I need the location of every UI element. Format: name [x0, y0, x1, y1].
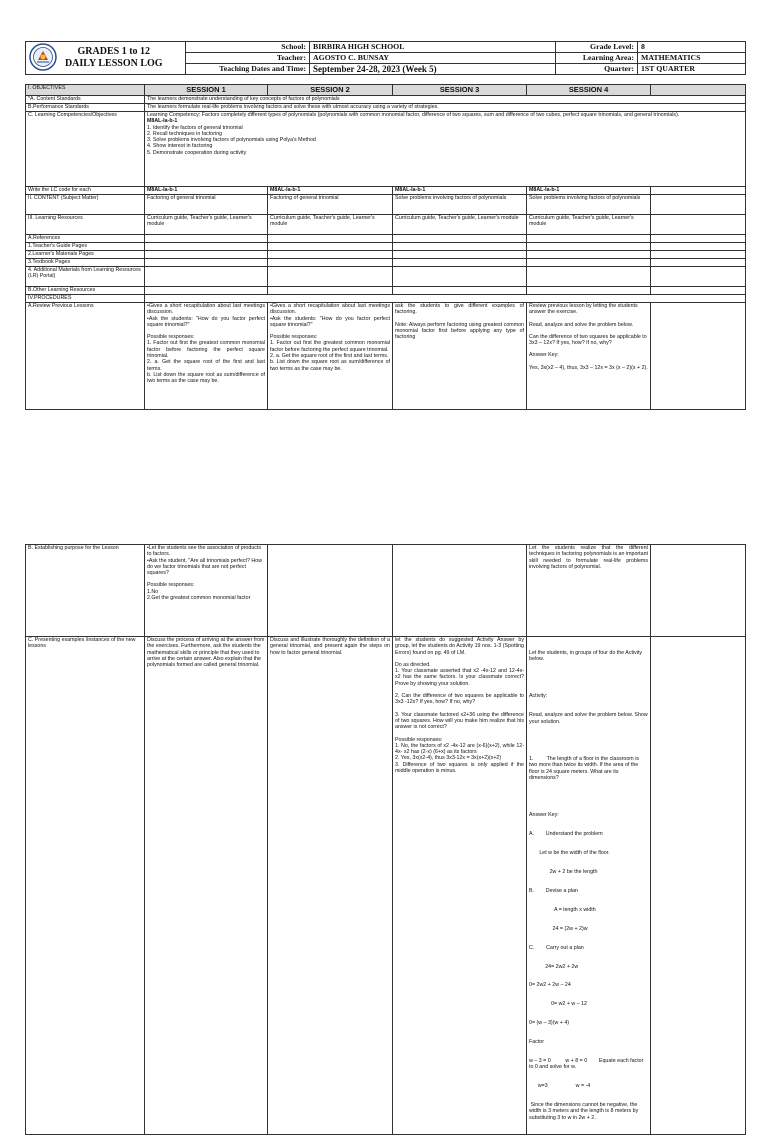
presenting-examples-label: C. Presenting examples /instances of the new lessons: [26, 637, 145, 1135]
empty-cell: [651, 545, 746, 637]
presenting-line: Do as directed.: [395, 661, 431, 668]
quarter-label: Quarter:: [556, 64, 638, 75]
objectives-heading: I. OBJECTIVES: [26, 85, 145, 96]
review-session-2: [268, 303, 393, 410]
grade-level-label: Grade Level:: [556, 42, 638, 53]
content-session-4: Solve problems involving factors of polynomials: [527, 195, 651, 215]
spacer: [529, 737, 648, 743]
presenting-line: 3. Difference of two squares is only applied if the middle operation is minus.: [395, 761, 524, 775]
establishing-purpose-label: B. Establishing purpose for the Lesson: [26, 545, 145, 637]
presenting-line: Let the students, in groups of four do the Activity below.: [529, 649, 644, 662]
empty-cell: [527, 267, 651, 287]
lc-code-label: Write the LC code for each: [26, 187, 145, 195]
review-line: Possible responses:: [270, 334, 318, 341]
presenting-session-4: [527, 637, 651, 1135]
empty-cell: [145, 287, 268, 295]
review-line: •Gives a short recapitulation about last meetings discussion.: [147, 303, 265, 316]
empty-cell: [393, 259, 527, 267]
spacer: [529, 794, 648, 800]
deped-seal-icon: [29, 43, 57, 74]
quarter-value: 1ST QUARTER: [638, 64, 746, 75]
competency-code: M8AL-Ia-b-1: [147, 118, 178, 125]
learning-resources-label: III. Learning Resources: [26, 215, 145, 235]
empty-cell: [268, 251, 393, 259]
learning-area-label: Learning Area:: [556, 53, 638, 64]
empty-cell: [145, 251, 268, 259]
lesson-log-table-continued: [25, 544, 746, 1135]
presenting-line: 1. Your classmate asserted that x2 -4x-12 and 12-4x- x2 has the same factors. Is your classmate correct? Prove by showing your solution.: [395, 668, 524, 687]
review-line: Read, analyze and solve the problem below.: [529, 321, 633, 328]
presenting-line: 2. Yes, 3x(x2-4), thus 3x3-12x = 3x(x+2)(x+2): [395, 755, 502, 762]
empty-cell: [651, 235, 746, 243]
competencies-label: C. Learning Competencies/Objectives: [26, 112, 145, 187]
empty-cell: [393, 545, 527, 637]
session-3-heading: SESSION 3: [393, 85, 527, 96]
review-session-4: [527, 303, 651, 410]
presenting-line: 1. The length of a floor in the classroom is two more than twice its width. If the area of the floor is 24 square meters. What are its dimensions?: [529, 756, 641, 781]
resources-session-4: Curriculum guide, Teacher's guide, Learner's module: [527, 215, 651, 235]
school-label: School:: [186, 42, 310, 53]
empty-cell: [651, 259, 746, 267]
empty-cell: [651, 243, 746, 251]
empty-cell: [145, 267, 268, 287]
empty-cell: [651, 215, 746, 235]
empty-cell: [393, 267, 527, 287]
content-session-3: Solve problems involving factors of polynomials: [393, 195, 527, 215]
empty-cell: [651, 637, 746, 1135]
session-2-heading: SESSION 2: [268, 85, 393, 96]
header-table: [25, 41, 746, 75]
lc-code-session-1: M8AL-Ia-b-1: [145, 187, 268, 195]
purpose-line: Possible responses:: [147, 582, 195, 589]
competency-item: 1. Identify the factors of general trinomial: [147, 124, 243, 131]
empty-cell: [393, 251, 527, 259]
review-line: Possible responses:: [147, 334, 195, 341]
content-standards-label: *A. Content Standards: [26, 96, 145, 104]
review-line: Review previous lesson by letting the students answer the exercise.: [529, 303, 638, 316]
content-label: II. CONTENT (Subject Matter): [26, 195, 145, 215]
review-line: Can the difference of two squares be applicable to 3x3 – 12x? If yes, how? If no, why?: [529, 333, 647, 347]
empty-cell: [145, 243, 268, 251]
review-line: 2. a. Get the square root of the first and last terms.: [147, 359, 265, 372]
presenting-line: A. Understand the problem: [529, 831, 603, 838]
empty-cell: [145, 235, 268, 243]
competencies-cell: [145, 112, 746, 187]
review-line: Yes, 3x(x2 – 4), thus, 3x3 – 12x = 3x (x – 2)(x + 2).: [529, 364, 648, 371]
presenting-line: 0= w2 + w – 12: [529, 1001, 588, 1008]
teaching-dates-value: September 24-28, 2023 (Week 5): [310, 64, 556, 75]
title-line-1: GRADES 1 to 12: [77, 46, 151, 57]
references-label: A.References: [26, 235, 145, 243]
review-session-1: [145, 303, 268, 410]
empty-cell: [527, 235, 651, 243]
review-line: ask the students to give different examples of factoring.: [395, 303, 524, 316]
lc-code-session-3: M8AL-Ia-b-1: [393, 187, 527, 195]
presenting-line: Let w be the width of the floor.: [529, 850, 610, 857]
resources-session-3: Curriculum guide, Teacher's guide, Learner's module: [393, 215, 527, 235]
competency-item: 5. Demonstrate cooperation during activity: [147, 149, 247, 156]
presenting-line: 24 = (2w + 2)w: [529, 925, 588, 932]
learners-materials-label: 2.Learner's Materials Pages: [26, 251, 145, 259]
teaching-dates-label: Teaching Dates and Time:: [186, 64, 310, 75]
resources-session-2: Curriculum guide, Teacher's guide, Learner's module: [268, 215, 393, 235]
document-title: [65, 46, 163, 70]
review-line: b. List down the square root as sum/difference of two terms as the case may be.: [270, 359, 390, 372]
empty-cell: [268, 259, 393, 267]
presenting-line: Since the dimensions cannot be negative, the width is 3 meters and the length is 8 meters by substituting 3 to w in 2w + 2.: [529, 1102, 640, 1121]
procedures-cell: [145, 295, 746, 303]
presenting-line: 24= 2w2 + 2w: [529, 963, 579, 970]
review-line: 1. Factor out first the greatest common monomial factor before factoring the perfect square trinomial.: [147, 340, 265, 360]
empty-cell: [651, 287, 746, 295]
empty-heading-cell: [651, 85, 746, 96]
presenting-line: let the students do suggested Activity Answer by group, let the students do Activity 19 nos. 1-3 (Spotting Errors) found on pg. 49 of LM.: [395, 637, 524, 656]
empty-cell: [145, 259, 268, 267]
purpose-line: 1.No: [147, 588, 159, 595]
lc-code-session-4: M8AL-Ia-b-1: [527, 187, 651, 195]
empty-cell: [393, 243, 527, 251]
empty-cell: [651, 267, 746, 287]
resources-session-1: Curriculum guide, Teacher's guide, Learner's module: [145, 215, 268, 235]
presenting-line: 2. Can the difference of two squares be applicable to 3x3 -12x? If yes, how? If no, why?: [395, 693, 524, 706]
empty-cell: [527, 251, 651, 259]
presenting-line: w=3 w = -4: [529, 1083, 591, 1090]
review-line: •Ask the students: "How do you factor perfect square trinomial?": [147, 315, 265, 328]
lc-code-session-2: M8AL-Ia-b-1: [268, 187, 393, 195]
procedures-label: IV.PROCEDURES: [26, 295, 145, 303]
presenting-line: 0= 2w2 + 2w – 24: [529, 982, 571, 989]
other-resources-label: B.Other Learning Resources: [26, 287, 145, 295]
review-line: •Ask the students: "How do you factor perfect square trinomial?": [270, 315, 390, 328]
review-line: 1. Factor out first the greatest common monomial factor before factoring the perfect square trinomial.: [270, 340, 390, 353]
empty-cell: [268, 545, 393, 637]
additional-materials-label: 4. Additional Materials from Learning Resources (LR) Portal): [26, 267, 145, 287]
lesson-log-table: [25, 84, 746, 410]
presenting-session-3: [393, 637, 527, 1135]
empty-cell: [268, 235, 393, 243]
teacher-label: Teacher:: [186, 53, 310, 64]
review-session-3: [393, 303, 527, 410]
review-line: Answer Key:: [529, 352, 559, 359]
title-line-2: DAILY LESSON LOG: [64, 58, 163, 69]
empty-cell: [393, 235, 527, 243]
presenting-line: Activity:: [529, 693, 548, 700]
grade-level-value: 8: [638, 42, 746, 53]
school-value: BIRBIRA HIGH SCHOOL: [310, 42, 556, 53]
empty-cell: [651, 251, 746, 259]
presenting-line: C. Carry out a plan: [529, 944, 584, 951]
purpose-line: •Ask the student, "Are all trinomials perfect? How do we factor trinomials that are not perfect squares?: [147, 557, 263, 577]
review-line: •Gives a short recapitulation about last meetings discussion.: [270, 303, 390, 316]
purpose-line: 2.Get the greatest common monomial factor: [147, 595, 251, 602]
review-line: b. List down the square root as sum/difference of two terms as the case may be.: [147, 371, 265, 385]
review-line: 2. a. Get the square root of the first and last terms.: [270, 353, 389, 360]
empty-cell: [651, 303, 746, 410]
empty-cell: [393, 287, 527, 295]
presenting-line: Read, analyze and solve the problem below. Show your solution.: [529, 712, 650, 725]
review-line: Note: Always perform factoring using greatest common monomial factor first before applying any type of factoring: [395, 321, 524, 341]
presenting-line: 0= (w – 3)(w + 4): [529, 1020, 570, 1027]
presenting-line: B. Devise a plan: [529, 887, 578, 894]
content-session-2: Factoring of general trinomial: [268, 195, 393, 215]
teacher-value: AGOSTO C. BUNSAY: [310, 53, 556, 64]
empty-cell: [527, 243, 651, 251]
presenting-line: w – 3 = 0 w + 8 = 0 Equate each factor to 0 and solve for w.: [529, 1058, 645, 1071]
empty-cell: [527, 259, 651, 267]
competency-item: 4. Show interest in factoring: [147, 143, 213, 150]
teachers-guide-label: 1.Teacher's Guide Pages: [26, 243, 145, 251]
competency-item: 3. Solve problems involving factors of polynomials using Polya's Method: [147, 137, 316, 144]
performance-standards-text: The learners formulate real-life problems involving factors and solve these with utmost accuracy using a variety of strategies.: [145, 104, 746, 112]
content-session-1: Factoring of general trinomial: [145, 195, 268, 215]
presenting-line: 2w + 2 be the length: [529, 869, 598, 876]
competency-item: 2. Recall techniques in factoring: [147, 130, 223, 137]
textbook-pages-label: 3.Textbook Pages: [26, 259, 145, 267]
presenting-session-2: Discuss and illustrate thoroughly the definition of a general trinomial, and present again the steps on how to factor general trinomial.: [268, 637, 393, 1135]
review-label: A.Review Previous Lessons: [26, 303, 145, 410]
presenting-line: Possible responses:: [395, 736, 443, 743]
presenting-session-1: Discuss the process of arriving at the answer from the exercises. Furthermore, ask the students the mathematical skills or principle that they used to arrive at the certain answer. Also explain that the polynomials formed are called general trinomial.: [145, 637, 268, 1135]
content-standards-text: The learners demonstrate understanding of key concepts of factors of polynomials: [145, 96, 746, 104]
presenting-line: 1. No, the factors of x2 -4x-12 are (x-6)(x+2), while 12-4x- x2 has (2-x) (6+x) as its factors: [395, 742, 524, 756]
empty-cell: [651, 195, 746, 215]
empty-cell: [268, 287, 393, 295]
empty-cell: [268, 243, 393, 251]
presenting-line: Factor: [529, 1039, 545, 1046]
purpose-session-1: [145, 545, 268, 637]
presenting-line: Answer Key:: [529, 812, 559, 819]
session-4-heading: SESSION 4: [527, 85, 651, 96]
performance-standards-label: B.Performance Standards: [26, 104, 145, 112]
learning-area-value: MATHEMATICS: [638, 53, 746, 64]
session-1-heading: SESSION 1: [145, 85, 268, 96]
purpose-line: •Let the students see the association of products to factors.: [147, 545, 262, 558]
empty-cell: [268, 267, 393, 287]
presenting-line: 3. Your classmate factored x2+36 using the difference of two squares. How will you make him realize that his answer is not correct?: [395, 711, 524, 731]
header-title-cell: [26, 42, 186, 75]
purpose-session-4: Let the students realize that the different techniques in factoring polynomials is an important skill needed to formulate real-life problems involving factors of polynomial.: [527, 545, 651, 637]
presenting-line: A = length x width: [529, 906, 596, 913]
competency-text: Learning Competency: Factors completely different types of polynomials (polynomials with common monomial factor, difference of two squares, sum and difference of two cubes, perfect square trinomials, and general trinomials).: [147, 112, 680, 118]
empty-cell: [527, 287, 651, 295]
spacer: [529, 675, 648, 681]
empty-cell: [651, 187, 746, 195]
